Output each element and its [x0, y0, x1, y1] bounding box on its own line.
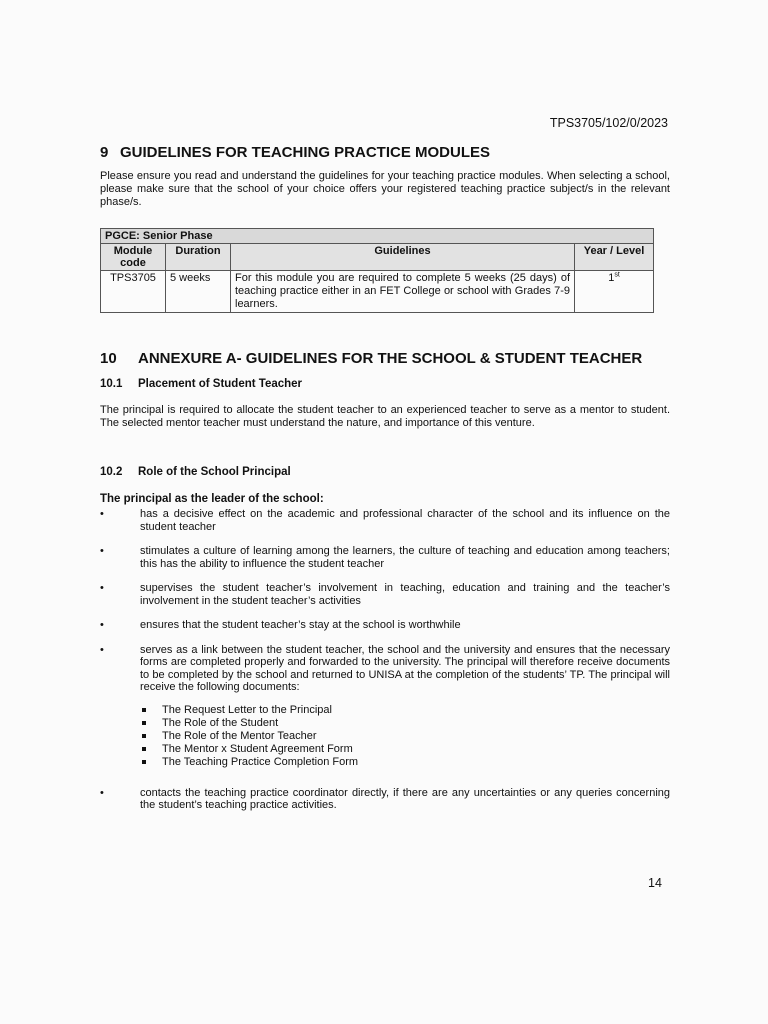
- square-bullet-icon: [142, 721, 146, 725]
- square-bullet-icon: [142, 734, 146, 738]
- document-id: TPS3705/102/0/2023: [549, 116, 668, 130]
- document-item-text: The Role of the Student: [162, 716, 279, 729]
- square-bullet-icon: [142, 708, 146, 712]
- document-item-text: The Role of the Mentor Teacher: [162, 729, 317, 742]
- subsection-10-1-title: Placement of Student Teacher: [138, 378, 303, 390]
- document-item-text: The Request Letter to the Principal: [162, 703, 332, 716]
- cell-module-code: TPS3705: [101, 271, 166, 313]
- section-9-heading: [100, 144, 490, 161]
- list-item-text: supervises the student teacher’s involvement in teaching, education and training and the teacher’s involvement in the student teacher’s activities: [140, 582, 670, 607]
- document-item: [140, 756, 670, 769]
- subsection-10-1-number: 10.1: [100, 378, 123, 390]
- year-level-value: 1: [608, 272, 615, 284]
- list-item: [100, 787, 670, 812]
- principal-role-list: [100, 508, 670, 824]
- subsection-10-1-heading: [100, 378, 302, 390]
- subsection-10-2-number: 10.2: [100, 466, 123, 478]
- list-item: [100, 582, 670, 607]
- header-duration: Duration: [166, 244, 231, 271]
- section-10-number: 10: [100, 350, 117, 367]
- section-10-title: ANNEXURE A- GUIDELINES FOR THE SCHOOL & STUDENT TEACHER: [138, 350, 643, 367]
- teaching-practice-table: [100, 228, 654, 313]
- section-9-title: GUIDELINES FOR TEACHING PRACTICE MODULES: [120, 144, 491, 161]
- bullet-icon: •: [100, 508, 104, 520]
- document-item: [140, 743, 670, 756]
- square-bullet-icon: [142, 760, 146, 764]
- cell-year-level: [575, 271, 654, 313]
- document-item-text: The Mentor x Student Agreement Form: [162, 742, 353, 755]
- square-bullet-icon: [142, 747, 146, 751]
- document-item: [140, 704, 670, 717]
- section-10-heading: [100, 350, 642, 367]
- list-item-text: has a decisive effect on the academic and professional character of the school and its influence on the student teacher: [140, 508, 670, 533]
- page-number: 14: [648, 876, 662, 890]
- header-guidelines: Guidelines: [231, 244, 575, 271]
- subsection-10-2-title: Role of the School Principal: [138, 466, 291, 478]
- document-item: [140, 717, 670, 730]
- bullet-icon: •: [100, 786, 104, 799]
- table-header-row: [101, 244, 654, 271]
- subsection-10-1-text: The principal is required to allocate the student teacher to an experienced teacher to serve as a mentor to student. The selected mentor teacher must understand the nature, and importance of this venture.: [100, 404, 670, 429]
- list-item: [100, 545, 670, 570]
- list-item-text: contacts the teaching practice coordinator directly, if there are any uncertainties or any queries concerning the student’s teaching practice activities.: [140, 786, 670, 811]
- document-item: [140, 730, 670, 743]
- header-module-code: Module code: [101, 244, 166, 271]
- year-level-suffix: st: [614, 271, 620, 279]
- list-item: [100, 644, 670, 769]
- section-9-intro: Please ensure you read and understand the guidelines for your teaching practice modules. When selecting a school, please make sure that the school of your choice offers your registered teaching practice subject/s in the relevant phase/s.: [100, 170, 670, 208]
- list-item: [100, 508, 670, 533]
- phase-label: PGCE: Senior Phase: [101, 229, 654, 244]
- section-9-number: 9: [100, 144, 109, 161]
- list-item-text: serves as a link between the student teacher, the school and the university and ensures that the necessary forms are completed properly and forwarded to the university. The principal will therefore receive documents to be completed by the school and returned to UNISA at the completion of the students’ TP. The principal will receive the following documents:: [140, 643, 670, 693]
- table-row: [101, 271, 654, 313]
- principal-lead-line: The principal as the leader of the school:: [100, 493, 324, 505]
- table-phase-row: [101, 229, 654, 244]
- cell-guidelines: For this module you are required to complete 5 weeks (25 days) of teaching practice either in an FET College or school with Grades 7-9 learners.: [231, 271, 575, 313]
- subsection-10-2-heading: [100, 466, 291, 478]
- header-year-level: Year / Level: [575, 244, 654, 271]
- list-item: [100, 619, 670, 632]
- documents-list: [140, 704, 670, 769]
- bullet-icon: •: [100, 643, 104, 656]
- document-item-text: The Teaching Practice Completion Form: [162, 755, 359, 768]
- bullet-icon: •: [100, 545, 104, 557]
- bullet-icon: •: [100, 619, 104, 631]
- cell-duration: 5 weeks: [166, 271, 231, 313]
- list-item-text: stimulates a culture of learning among the learners, the culture of teaching and education among teachers; this has the ability to influence the student teacher: [140, 545, 670, 570]
- bullet-icon: •: [100, 582, 104, 594]
- list-item-text: ensures that the student teacher’s stay at the school is worthwhile: [140, 619, 461, 631]
